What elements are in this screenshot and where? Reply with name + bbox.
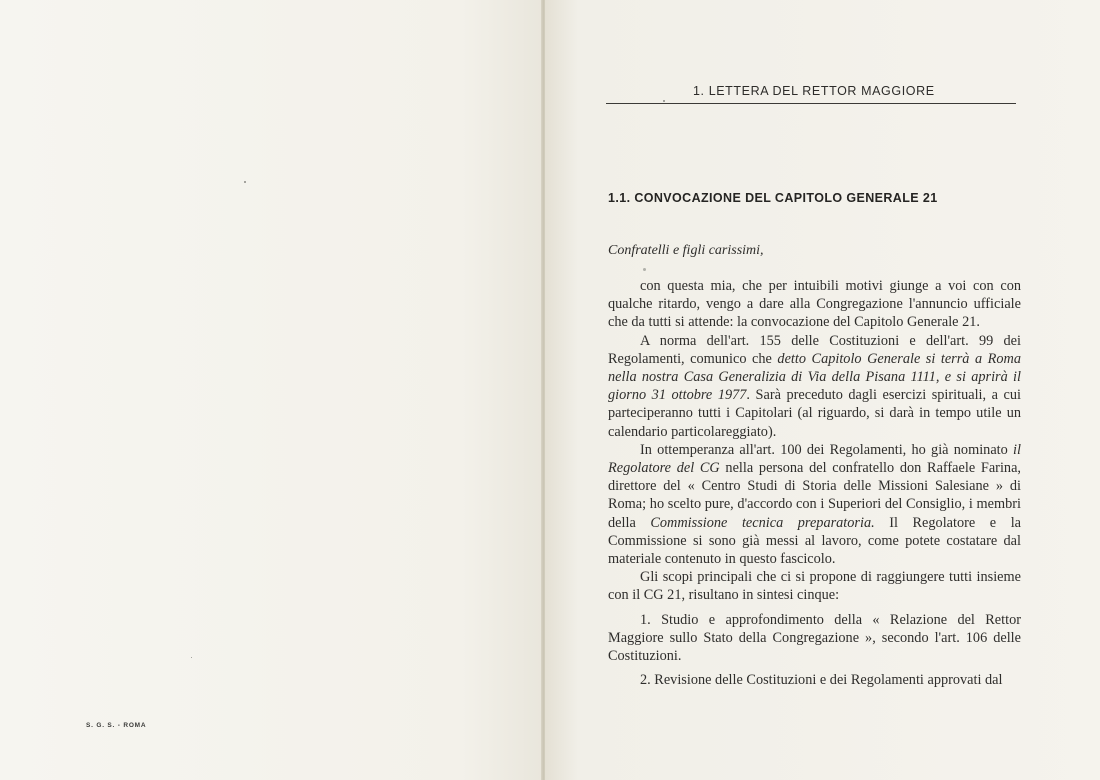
emphasis-text: Commissione tecnica preparatoria.: [650, 514, 875, 531]
emphasis-text: il Regolatore del CG: [608, 441, 1021, 477]
printer-imprint: S. G. S. - ROMA: [86, 722, 147, 729]
letter-body: [608, 277, 1021, 689]
paper-speck: [191, 657, 192, 658]
paragraph: [608, 277, 1021, 332]
section-title: 1.1. CONVOCAZIONE DEL CAPITOLO GENERALE 21: [608, 191, 938, 205]
list-item: 1. Studio e approfondimento della « Relazione del Rettor Maggiore sullo Stato della Congregazione », secondo l'art. 106 delle Costituzioni.: [608, 611, 1021, 665]
emphasis-text: detto Capitolo Generale si terrà a Roma nella nostra Casa Generalizia di Via della Pisana 1111, e si aprirà il giorno 31 ottobre 1977: [608, 350, 1022, 404]
paragraph-text: In ottemperanza all'art. 100 dei Regolamenti, ho già nominato: [640, 441, 1014, 458]
list-item: 2. Revisione delle Costituzioni e dei Regolamenti approvati dal: [640, 672, 1003, 689]
paragraph-text: Il Regolatore e la Commissione si sono già messi al lavoro, come potete costatare dal materiale contenuto in questo fascicolo.: [608, 514, 1022, 568]
running-head: 1. LETTERA DEL RETTOR MAGGIORE: [693, 84, 935, 98]
paragraph: [608, 332, 1021, 441]
paragraph-text: con questa mia, che per intuibili motivi giunge a voi con con qualche ritardo, vengo a dare alla Congregazione l'annuncio ufficiale che da tutti si attende: la convocazione del Capitolo Generale 21.: [608, 278, 1021, 331]
paper-speck: [244, 181, 246, 183]
paragraph-text: A norma dell'art. 155 delle Costituzioni e dell'art. 99 dei Regolamenti, comunico che: [608, 332, 1021, 367]
header-rule: [606, 103, 1016, 104]
paragraph-text: nella persona del confratello don Raffaele Farina, direttore del « Centro Studi di Storia delle Missioni Salesiane » di Roma; ho scelto pure, d'accordo con i Superiori del Consiglio, i membri della: [608, 460, 1021, 531]
salutation: Confratelli e figli carissimi,: [608, 243, 764, 258]
paragraph: [608, 441, 1021, 568]
paper-speck: [643, 268, 646, 271]
paper-speck: [663, 100, 665, 102]
left-page: [0, 0, 543, 780]
paragraph-text: . Sarà preceduto dagli esercizi spirituali, a cui parteciperanno tutti i Capitolari (al riguardo, si darà in tempo utile un calendario particolareggiato).: [608, 387, 1021, 440]
paragraph: [608, 568, 1021, 604]
paragraph-text: Gli scopi principali che ci si propone di raggiungere tutti insieme con il CG 21, risultano in sintesi cinque:: [608, 569, 1021, 604]
